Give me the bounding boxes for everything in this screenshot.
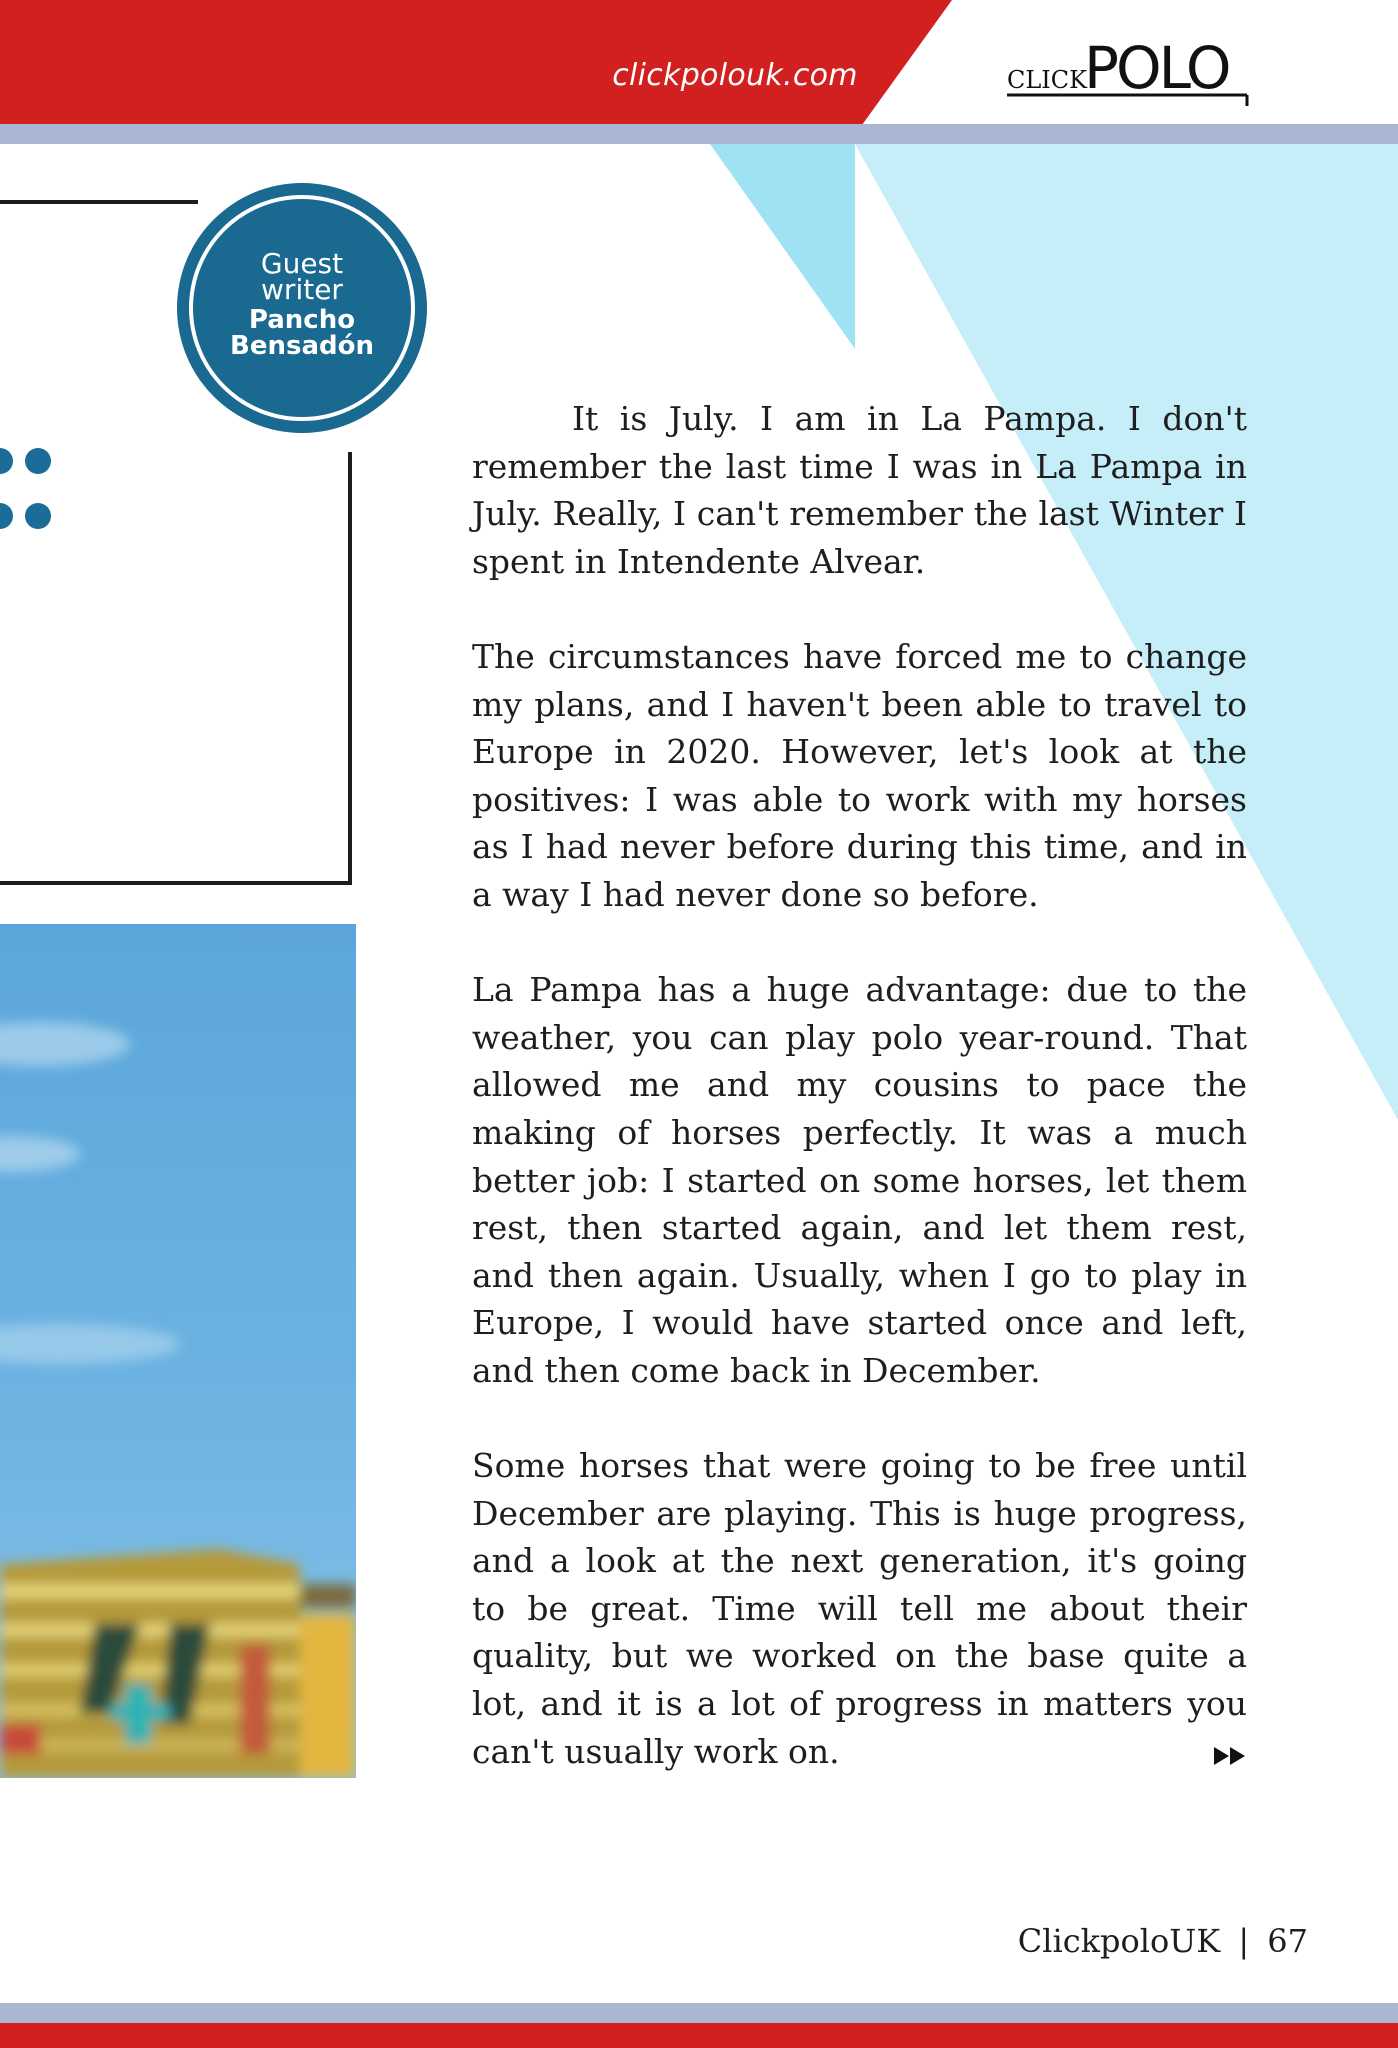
logo-small-text: CLICK <box>1007 66 1088 94</box>
footer-band <box>0 2003 1398 2023</box>
writer-first-name: Pancho <box>248 305 356 335</box>
article-body <box>472 395 1247 1823</box>
page-footer <box>960 1922 1308 1960</box>
logo-large-text: POLO <box>1084 34 1229 102</box>
badge-text <box>177 247 427 361</box>
site-url-link[interactable]: clickpolouk.com <box>612 58 858 93</box>
badge-label-guest: Guest <box>260 247 344 280</box>
writer-last-name: Bensadón <box>230 331 374 361</box>
article-paragraph: La Pampa has a huge advantage: due to the weather, you can play polo year-round. That allowed me and my cousins to pace the making of horses perfectly. It was a much better job: I started on some horses, let them rest, then started again, and let them rest, and then again. Usually, when I go to play in Europe, I would have started once and left, and then come back in December. <box>472 970 1247 1390</box>
article-paragraph: Some horses that were going to be free until December are playing. This is huge progress, and a look at the next generation, it's going to be great. Time will tell me about their quality, but we worked on the base quite a lot, and it is a lot of progress in matters you can't usually work on. <box>472 1446 1247 1771</box>
decorative-dot <box>25 448 51 474</box>
frame-top-line <box>0 200 198 204</box>
article-paragraph: It is July. I am in La Pampa. I don't remember the last time I was in La Pampa in July. Really, I can't remember the last Winter I spent in Intendente Alvear. <box>472 399 1247 581</box>
article-paragraph: The circumstances have forced me to change my plans, and I haven't been able to travel to Europe in 2020. However, let's look at the positives: I was able to work with my horses as I had never before during this time, and in a way I had never done so before. <box>472 636 1247 914</box>
footer-red-band <box>0 2023 1398 2048</box>
header-band <box>0 124 1398 144</box>
decorative-dot <box>25 503 51 529</box>
fast-forward-icon[interactable] <box>1212 1744 1248 1768</box>
page-number: 67 <box>1267 1922 1308 1960</box>
publication-name: ClickpoloUK <box>1017 1922 1221 1960</box>
frame-box <box>0 452 352 885</box>
clickpolo-logo[interactable] <box>1000 28 1260 112</box>
stadium-photo <box>0 924 356 1778</box>
badge-label-writer: writer <box>261 273 343 306</box>
footer-separator: | <box>1238 1922 1250 1960</box>
